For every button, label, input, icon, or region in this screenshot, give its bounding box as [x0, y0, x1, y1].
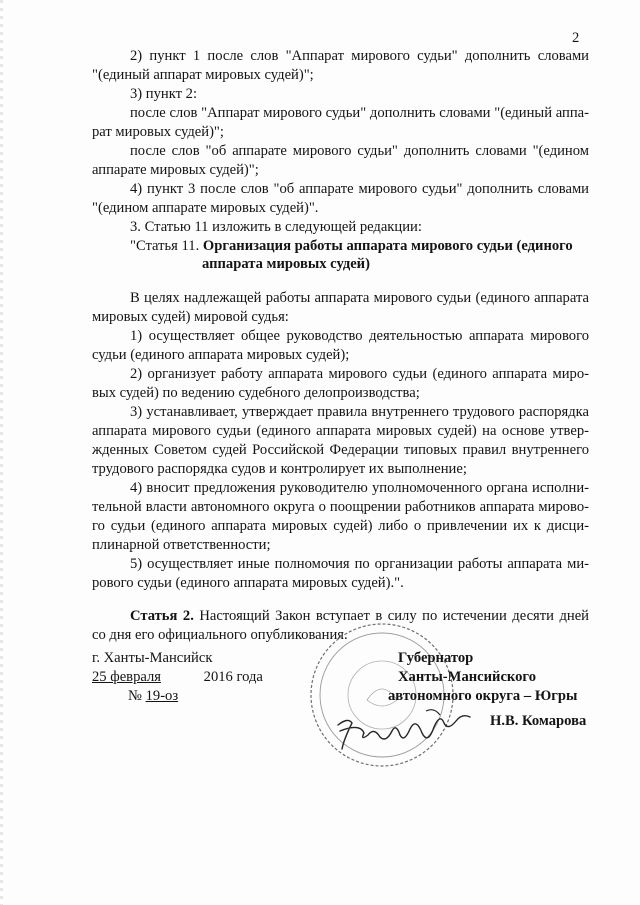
city: г. Ханты-Мансийск — [92, 650, 213, 666]
text-line: после слов "Аппарат мирового судьи" дополнить словами "(единый аппа- — [130, 105, 589, 121]
article-title-cont: аппарата мировых судей) — [202, 256, 370, 272]
text-line: 3) устанавливает, утверждает правила внутреннего трудового распорядка — [130, 404, 589, 420]
text-line: тельной власти автономного округа о поощрении работников аппарата мирово- — [92, 499, 589, 515]
law-number — [128, 688, 178, 705]
text-line: 3) пункт 2: — [130, 86, 197, 102]
text-line: со дня его официального опубликования. — [92, 627, 348, 643]
text-line: судьи (единого аппарата мировых судей); — [92, 347, 350, 363]
text-line: жденных Советом судей Российской Федерации типовых правил внутреннего — [92, 442, 589, 458]
text-line: рового судьи (единого аппарата мировых судей).". — [92, 575, 404, 591]
signer-name: Н.В. Комарова — [490, 713, 587, 729]
governor-title-line1: Губернатор — [398, 650, 474, 666]
scan-edge-artifact — [0, 0, 3, 905]
date-year: 2016 года — [203, 669, 263, 685]
text-line: аппарата мирового судьи (единого аппарата мировых судей) на основе утвер- — [92, 423, 589, 439]
text-line: после слов "об аппарате мирового судьи" дополнить словами "(едином — [130, 143, 589, 159]
text-line: го судьи (единого аппарата мировых судей) либо о привлечении их к дисци- — [92, 518, 589, 534]
date-day-month: 25 февраля — [92, 669, 161, 685]
law-number-value: 19-оз — [145, 688, 179, 704]
handwritten-signature — [330, 705, 480, 755]
governor-title-line3: автономного округа – Югры — [388, 688, 578, 704]
text-line: аппарате мировых судей)"; — [92, 162, 259, 178]
text-line: "(единый аппарат мировых судей)"; — [92, 67, 314, 83]
text-line: В целях надлежащей работы аппарата мирового судьи (единого аппарата — [130, 290, 589, 306]
article-prefix: "Статья 11. — [130, 238, 200, 254]
law-number-prefix: № — [128, 688, 142, 704]
text-line: 2) организует работу аппарата мирового судьи (единого аппарата миро- — [130, 366, 589, 382]
text-line: 5) осуществляет иные полномочия по организации работы аппарата ми- — [130, 556, 589, 572]
text-line: мировых судей) мировой судья: — [92, 309, 289, 325]
text-line: 4) пункт 3 после слов "об аппарате мирового судьи" дополнить словами — [130, 181, 589, 197]
governor-title-line2: Ханты-Мансийского — [398, 669, 536, 685]
text-line: трудового распорядка судов и контролирует их выполнение; — [92, 461, 467, 477]
article-heading — [130, 238, 589, 255]
text-line: "(едином аппарате мировых судей)". — [92, 200, 319, 216]
text-line: рат мировых судей)"; — [92, 124, 224, 140]
article-title: Организация работы аппарата мирового судьи (единого — [202, 238, 573, 254]
text-line: 4) вносит предложения руководителю уполномоченного органа исполни- — [130, 480, 589, 496]
text-line: плинарной ответственности; — [92, 537, 271, 553]
text-line: 1) осуществляет общее руководство деятельностью аппарата мирового — [130, 328, 589, 344]
text-line: вых судей) по ведению судебного делопроизводства; — [92, 385, 420, 401]
article-2-label: Статья 2. — [130, 608, 194, 624]
text-line: 3. Статью 11 изложить в следующей редакции: — [130, 219, 422, 235]
date — [92, 669, 263, 686]
page-number: 2 — [572, 30, 580, 46]
text-line: 2) пункт 1 после слов "Аппарат мирового судьи" дополнить словами — [130, 48, 589, 64]
article-2-text: Настоящий Закон вступает в силу по истечении десяти дней — [193, 608, 589, 624]
